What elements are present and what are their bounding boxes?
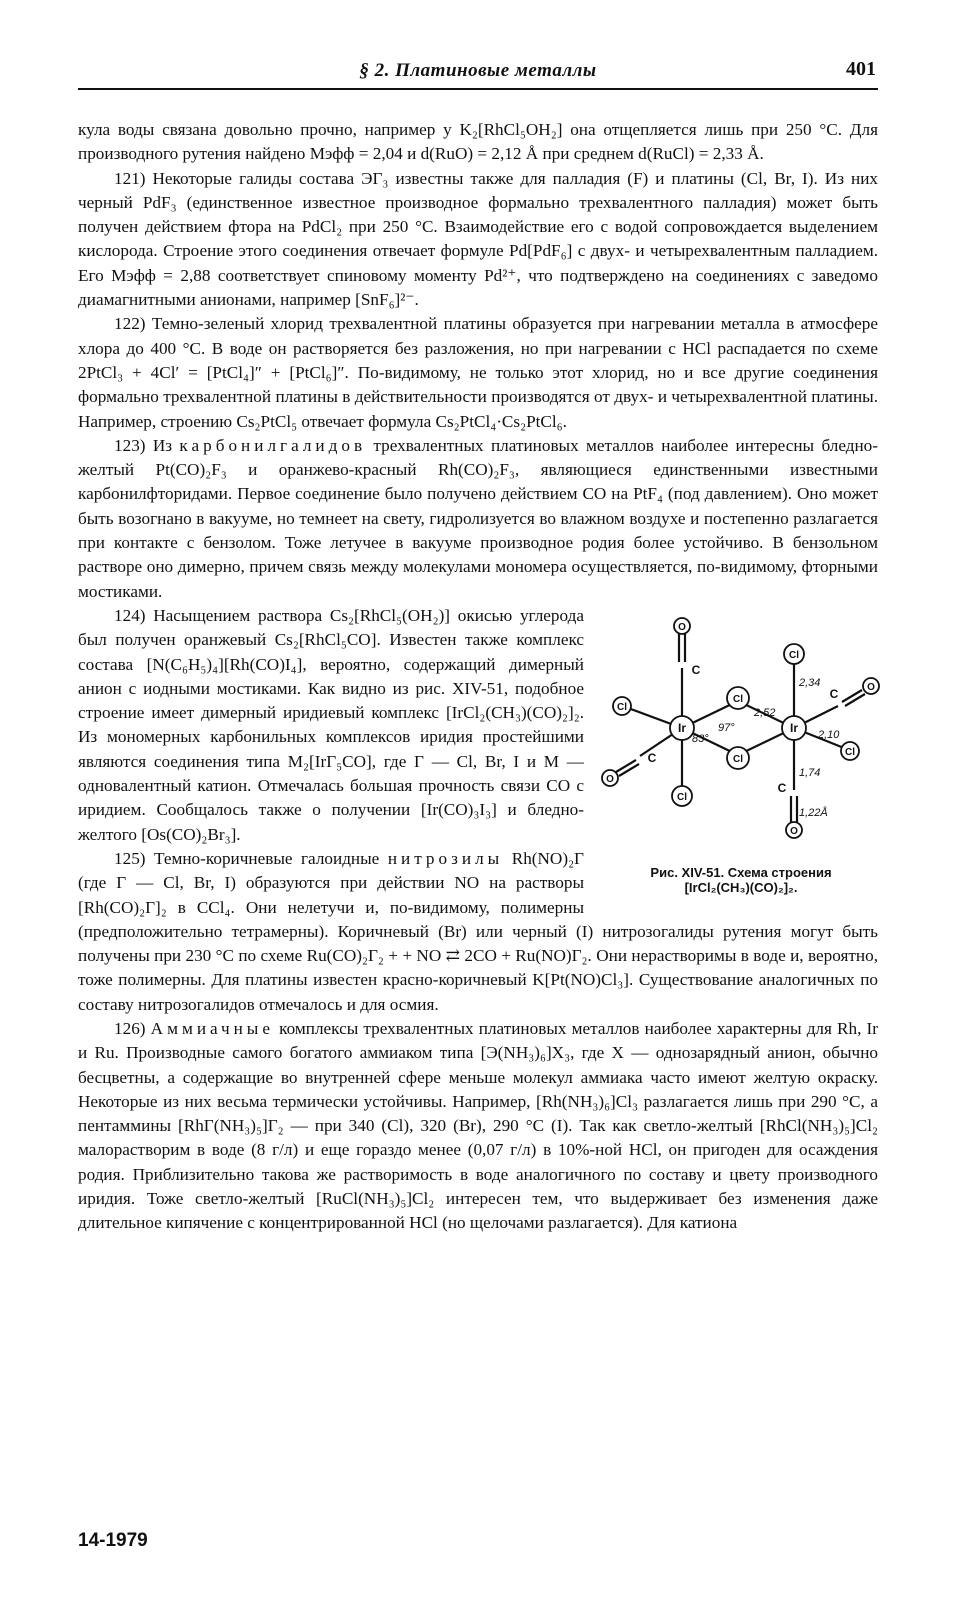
- paragraph-126: [78, 1017, 878, 1236]
- paragraph-125-text: Rh(NO)₂Г (где Г — Cl, Br, I) образуются при действии NO на растворы [Rh(CO)₂Г]₂ в CCl₄. Они нелетучи и, по-видимому, полимерны (предположительно тетрамерны). Коричневый (Br) или черный (I) нитрозогалиды рутения могут быть получены при 230 °C по схеме Ru(CO)₂Г₂ + + NO ⇄ 2CO + Ru(NO)Г₂. Они нерастворимы в воде и, вероятно, тоже полимерны. Для платины известен красно-коричневый K[Pt(NO)Cl₃]. Существование аналогичных по составу нитрозогалидов отмечалось и для осмия.: [78, 848, 878, 1014]
- label-angle-cl: 97°: [718, 721, 735, 734]
- term-carbonylhalides: карбонилгалидов: [179, 435, 367, 455]
- label-ir-c-eq: 2,10: [818, 728, 840, 741]
- label-ir-cl-terminal: 2,34: [799, 676, 821, 689]
- paragraph-126-number: 126): [114, 1018, 151, 1038]
- atom-c-bottom: C: [777, 780, 787, 795]
- atom-cl-left: Cl: [617, 701, 627, 713]
- bond-labels: [692, 677, 840, 819]
- atom-c-upper-right: C: [829, 686, 839, 701]
- atom-ir-right: Ir: [789, 720, 799, 735]
- atom-cl-right: Cl: [845, 746, 855, 758]
- page-header: [78, 58, 878, 90]
- page-number: 401: [846, 58, 876, 80]
- atom-cl-bridge-bottom: Cl: [733, 753, 743, 765]
- figure-xiv-51: [596, 610, 886, 912]
- atom-o-lower-left: O: [606, 773, 614, 785]
- atom-o-bottom: O: [790, 825, 798, 837]
- body-text: [78, 118, 878, 1236]
- atom-o-top: O: [678, 621, 686, 633]
- atom-c-lower-left: C: [647, 750, 657, 765]
- figure-caption: [596, 865, 886, 895]
- label-ir-c-axial: 1,74: [799, 766, 821, 779]
- atom-ir-left: Ir: [677, 720, 687, 735]
- label-ir-cl-bridge: 2,52: [754, 706, 776, 719]
- running-title: § 2. Платиновые металлы: [359, 60, 597, 81]
- paragraph-122: 122) Темно-зеленый хлорид трехвалентной платины образуется при нагревании металла в атмосфере хлора до 400 °C. В воде он растворяется без разложения, но при нагревании с HCl распадается по схеме 2PtCl₃ + 4Cl′ = [PtCl₄]″ + [PtCl₆]″. По-видимому, не только этот хлорид, но и все другие соединения формально трехвалентной платины в действительности производятся от двух- и четырехвалентной платины. Например, строению Cs₂PtCl₅ отвечает формула Cs₂PtCl₄·Cs₂PtCl₆.: [78, 314, 878, 431]
- paragraph-123-text: трехвалентных платиновых металлов наиболее интересны бледно-желтый Pt(CO)₂F₃ и оранжево-красный Rh(CO)₂F₃, являющиеся единственными известными карбонилфторидами. Первое соединение было получено действием CO на PtF₄ (под давлением). Оно может быть возогнано в вакууме, но темнеет на свету, гидролизуется во влажном воздухе и постепенно разлагается при контакте с бензолом. Тоже летучее в вакууме производное родия более устойчиво. В бензольном растворе оно димерно, причем связь между молекулами мономера осуществляется, по-видимому, фторными мостиками.: [78, 435, 878, 601]
- paragraph-125-number: 125) Темно-коричневые галоидные: [114, 848, 388, 868]
- printer-signature: 14-1979: [78, 1530, 148, 1551]
- paragraph-123-number: 123) Из: [114, 435, 180, 455]
- paragraph-continuation: кула воды связана довольно прочно, например у K₂[RhCl₅OH₂] она отщепляется лишь при 250 °C. Для производного рутения найдено Mэфф = 2,04 и d(RuO) = 2,12 Å при среднем d(RuCl) = 2,33 Å.: [78, 120, 878, 164]
- atom-c-top: C: [691, 662, 701, 677]
- structure-diagram: [596, 610, 886, 860]
- atom-cl-bottom-left: Cl: [677, 791, 687, 803]
- atom-cl-bridge-top: Cl: [733, 693, 743, 705]
- label-c-o: 1,22Å: [799, 806, 828, 819]
- caption-line-1: Рис. XIV-51. Схема строения: [650, 864, 832, 880]
- paragraph-124: 124) Насыщением раствора Cs₂[RhCl₅(OH₂)] окисью углерода был получен оранжевый Cs₂[RhCl₅CO]. Известен также комплекс состава [N(C₆H₅)₄][Rh(CO)I₄], вероятно, содержащий димерный анион с иодными мостиками. Как видно из рис. XIV-51, подобное строение имеет димерный иридиевый комплекс [IrCl₂(CH₃)(CO)₂]₂. Из мономерных карбонильных комплексов иридия простейшими являются соединения типа M₂[IrГ₅CO], где Г — Cl, Br, I и M — одновалентный катион. Отмечалась большая прочность связи CO с иридием. Сообщалось также о получении [Ir(CO)₃I₃] и бледно-желтого [Os(CO)₂Br₃].: [78, 605, 584, 844]
- atom-o-upper-right: O: [867, 681, 875, 693]
- label-angle-ir: 83°: [692, 732, 709, 745]
- term-ammine: Аммиачные: [150, 1018, 274, 1038]
- paragraph-121: 121) Некоторые галиды состава ЭГ₃ известны также для палладия (F) и платины (Cl, Br, I). Из них черный PdF₃ (единственное известное производное формально трехвалентного палладия) может быть получен действием фтора на PdCl₂ при 250 °C. Взаимодействие его с водой сопровождается выделением кислорода. Строение этого соединения отвечает формуле Pd[PdF₆] с двух- и четырехвалентным палладием. Его Mэфф = 2,88 соответствует спиновому моменту Pd²⁺, что подтверждено на соединениях с заведомо диамагнитными анионами, например [SnF₆]²⁻.: [78, 168, 878, 310]
- paragraph-123: [78, 434, 878, 604]
- atom-circles: [602, 618, 879, 838]
- paragraph-126-text: комплексы трехвалентных платиновых металлов наиболее характерны для Rh, Ir и Ru. Производные самого богатого аммиаком типа [Э(NH₃)₆]X₃, где X — однозарядный анион, обычно бесцветны, а содержащие во внутренней сфере меньше молекул аммиака часто имеют желтую окраску. Некоторые из них весьма термически устойчивы. Например, [Rh(NH₃)₆]Cl₃ разлагается лишь при 290 °C, а пентаммины [RhГ(NH₃)₅]Г₂ — при 340 (Cl), 320 (Br), 290 °C (I). Так как светло-желтый [RhCl(NH₃)₅]Cl₂ малорастворим в воде (8 г/л) и еще гораздо менее (0,07 г/л) в 10%-ной HCl, он пригоден для осаждения родия. Приблизительно такова же растворимость в воде аналогичного по составу и цвету производного иридия. Тоже светло-желтый [RuCl(NH₃)₅]Cl₂ интересен тем, что выдерживает без изменения даже длительное кипячение с концентрированной HCl (но щелочами разлагается). Для катиона: [78, 1018, 878, 1233]
- term-nitrosyls: нитрозилы: [387, 848, 504, 868]
- bond-lines: [616, 634, 865, 822]
- atom-cl-top-right: Cl: [789, 649, 799, 661]
- caption-line-2: [IrCl₂(CH₃)(CO)₂]₂.: [684, 879, 798, 895]
